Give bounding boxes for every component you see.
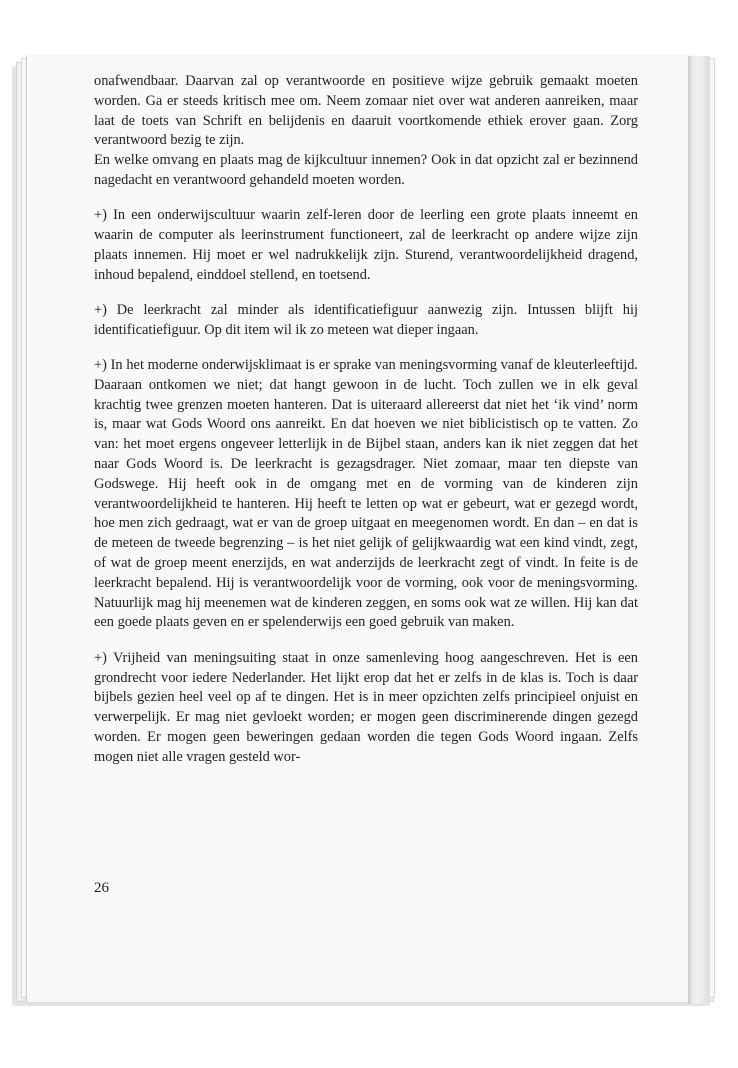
paragraph: En welke omvang en plaats mag de kijkcultuur innemen? Ook in dat opzicht zal er bezinnend nagedacht en verantwoord gehandeld moeten worden. bbox=[94, 152, 638, 188]
paragraph: +) De leerkracht zal minder als identificatiefiguur aanwezig zijn. Intussen blijft hij identificatiefiguur. Op dit item wil ik zo meteen wat dieper ingaan. bbox=[94, 301, 638, 338]
paragraph: +) In het moderne onderwijsklimaat is er sprake van meningsvorming vanaf de kleuterleeftijd. Daaraan ontkomen we niet; dat hangt gewoon in de lucht. Toch zullen we in elk geval krachtig twee grenzen moeten hanteren. Dat is uiteraard allereerst dat niet het ‘ik vind’ norm is, maar wat Gods Woord ons aanreikt. En dat hoeven we niet biblicistisch op te vatten. Zo van: het moet ergens ongeveer letterlijk in de Bijbel staan, anders kan ik niet zeggen dat het naar Gods Woord is. De leerkracht is gezagsdrager. Niet zomaar, maar ten diepste van Godswege. Hij heeft ook in de omgang met en de vorming van de kinderen zijn verantwoordelijkheid te hanteren. Hij heeft te letten op wat er gebeurt, wat er gezegd wordt, hoe men zich gedraagt, wat er van de groep uitgaat en meegenomen wordt. En dan – en dat is de meteen de tweede begrenzing – is het niet gelijk of gelijkwaardig wat een kind vindt, zegt, of wat de groep meent enerzijds, en wat anderzijds de leerkracht zegt of vindt. In feite is de leerkracht bepalend. Hij is verantwoordelijk voor de vorming, ook voor de meningsvorming. Natuurlijk mag hij meenemen wat de kinderen zeggen, en soms ook wat ze willen. Hij kan dat een goede plaats geven en er spelenderwijs een goed gebruik van maken. bbox=[94, 357, 638, 631]
page-number: 26 bbox=[94, 880, 109, 896]
paragraph: +) In een onderwijscultuur waarin zelf-leren door de leerling een grote plaats inneemt en waarin de computer als leerinstrument functioneert, zal de leerkracht op andere wijze zijn plaats innemen. Hij moet er wel nadrukkelijk zijn. Sturend, verantwoordelijkheid dragend, inhoud bepalend, einddoel stellend, en toetsend. bbox=[94, 207, 638, 283]
paragraph: onafwendbaar. Daarvan zal op verantwoorde en positieve wijze gebruik gemaakt moeten worden. Ga er steeds kritisch mee om. Neem zomaar niet over wat anderen aanreiken, maar laat de toets van Schrift en belijdenis en daaruit voortkomende ethiek erover gaan. Zorg verantwoord bezig te zijn. bbox=[94, 73, 638, 149]
book-edge bbox=[688, 56, 710, 1004]
paragraph: +) Vrijheid van meningsuiting staat in onze samenleving hoog aangeschreven. Het is een grondrecht voor iedere Nederlander. Het lijkt erop dat het er zelfs in de klas is. Toch is daar bijbels gezien heel veel op af te dingen. Het is in meer opzichten zelfs principieel onjuist en verwerpelijk. Er mag niet gevloekt worden; er mogen geen discriminerende dingen gezegd worden. Er mogen geen beweringen gedaan worden die tegen Gods Woord ingaan. Zelfs mogen niet alle vragen gesteld wor- bbox=[94, 649, 638, 765]
body-text bbox=[94, 72, 638, 783]
